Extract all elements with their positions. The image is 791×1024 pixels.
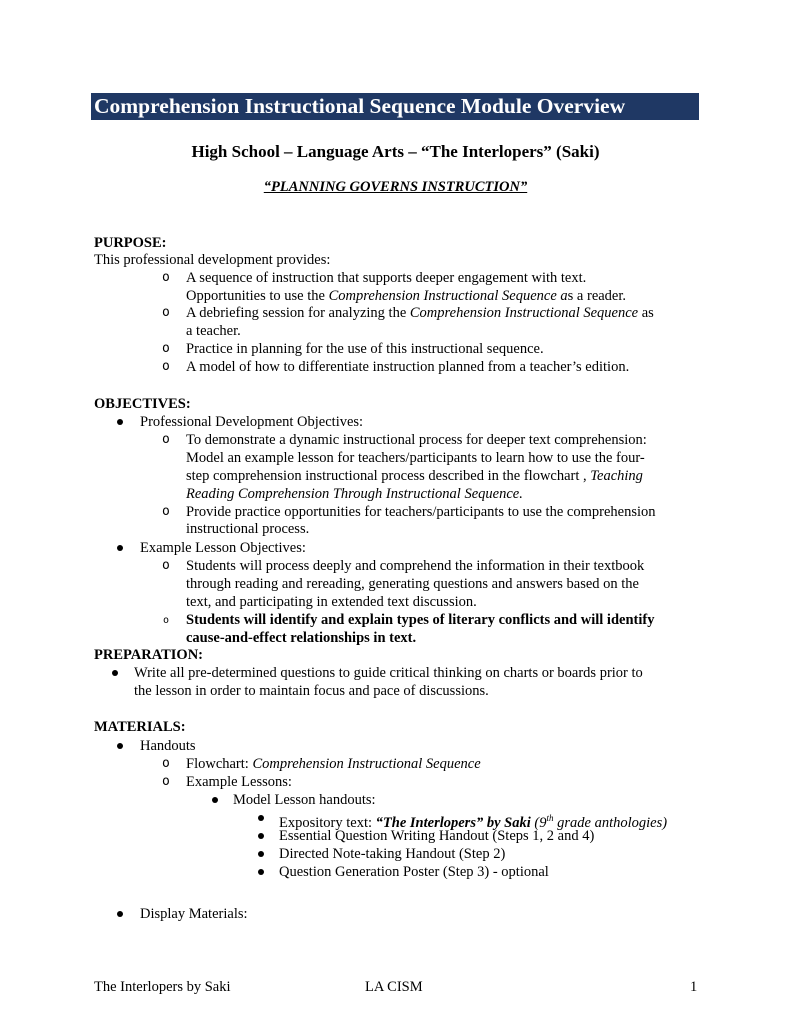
bullet-icon <box>112 670 118 676</box>
page-number: 1 <box>690 979 698 995</box>
purpose-item-3: Practice in planning for the use of this instructional sequence. <box>186 341 544 357</box>
footer-left: The Interlopers by Saki <box>94 979 231 995</box>
circle-bullet-icon: o <box>162 359 170 374</box>
bullet-icon <box>117 743 123 749</box>
bullet-icon <box>212 797 218 803</box>
objectives-heading: OBJECTIVES: <box>94 396 191 412</box>
purpose-item-1: A sequence of instruction that supports deeper engagement with text. <box>186 270 587 286</box>
circle-bullet-icon: o <box>162 504 170 519</box>
circle-bullet-icon: o <box>163 615 170 626</box>
preparation-line1: Write all pre-determined questions to guide critical thinking on charts or boards prior to <box>134 665 643 681</box>
pd-objective-1-line1: To demonstrate a dynamic instructional process for deeper text comprehension: <box>186 432 647 448</box>
circle-bullet-icon: o <box>162 270 170 285</box>
subtitle: High School – Language Arts – “The Interlopers” (Saki) <box>191 142 600 161</box>
page-title: Comprehension Instructional Sequence Module Overview <box>91 93 699 120</box>
circle-bullet-icon: o <box>162 305 170 320</box>
flowchart-item: Flowchart: Comprehension Instructional Sequence <box>186 756 481 772</box>
question-generation-item: Question Generation Poster (Step 3) - optional <box>279 864 549 880</box>
directed-note-item: Directed Note-taking Handout (Step 2) <box>279 846 506 862</box>
ex-objective-2-line1: Students will identify and explain types of literary conflicts and will identify <box>186 612 655 628</box>
footer-center: LA CISM <box>365 979 423 995</box>
preparation-line2: the lesson in order to maintain focus and pace of discussions. <box>134 683 489 699</box>
bullet-icon <box>117 545 123 551</box>
purpose-item-2: A debriefing session for analyzing the Comprehension Instructional Sequence as <box>186 305 654 321</box>
bullet-icon <box>258 851 264 857</box>
bullet-icon <box>117 911 123 917</box>
purpose-heading: PURPOSE: <box>94 235 167 251</box>
purpose-item-2-line2: a teacher. <box>186 323 241 339</box>
handouts-label: Handouts <box>140 738 196 754</box>
pd-objective-1-line4: Reading Comprehension Through Instructional Sequence. <box>186 486 523 502</box>
pd-objective-2-line2: instructional process. <box>186 521 310 537</box>
circle-bullet-icon: o <box>162 774 170 789</box>
ex-objective-2-line2: cause-and-effect relationships in text. <box>186 630 417 646</box>
ex-objective-1-line1: Students will process deeply and comprehend the information in their textbook <box>186 558 645 574</box>
circle-bullet-icon: o <box>162 558 170 573</box>
bullet-icon <box>258 869 264 875</box>
preparation-heading: PREPARATION: <box>94 647 204 663</box>
materials-heading: MATERIALS: <box>94 719 186 735</box>
bullet-icon <box>258 833 264 839</box>
ex-objective-1-line2: through reading and rereading, generating questions and answers based on the <box>186 576 639 592</box>
pd-objective-2-line1: Provide practice opportunities for teachers/participants to use the comprehension <box>186 504 656 520</box>
essential-question-item: Essential Question Writing Handout (Steps 1, 2 and 4) <box>279 828 595 844</box>
display-materials-label: Display Materials: <box>140 906 248 922</box>
expository-text-item: Expository text: “The Interlopers” by Saki (9th grade anthologies) <box>279 813 668 831</box>
model-lesson-handouts: Model Lesson handouts: <box>233 792 376 808</box>
example-lessons-label: Example Lessons: <box>186 774 292 790</box>
circle-bullet-icon: o <box>162 432 170 447</box>
circle-bullet-icon: o <box>162 341 170 356</box>
ex-objective-1-line3: text, and participating in extended text discussion. <box>186 594 477 610</box>
pd-objective-1-line3: step comprehension instructional process described in the flowchart , Teaching <box>186 468 643 484</box>
purpose-item-1-line2: Opportunities to use the Comprehension Instructional Sequence as a reader. <box>186 288 627 304</box>
pd-objective-1-line2: Model an example lesson for teachers/participants to learn how to use the four- <box>186 450 645 466</box>
bullet-icon <box>258 815 264 821</box>
pd-objectives-label: Professional Development Objectives: <box>140 414 364 430</box>
motto: “PLANNING GOVERNS INSTRUCTION” <box>263 179 528 195</box>
example-objectives-label: Example Lesson Objectives: <box>140 540 306 556</box>
bullet-icon <box>117 419 123 425</box>
circle-bullet-icon: o <box>162 756 170 771</box>
purpose-item-4: A model of how to differentiate instruction planned from a teacher’s edition. <box>186 359 630 375</box>
purpose-intro: This professional development provides: <box>94 252 331 268</box>
